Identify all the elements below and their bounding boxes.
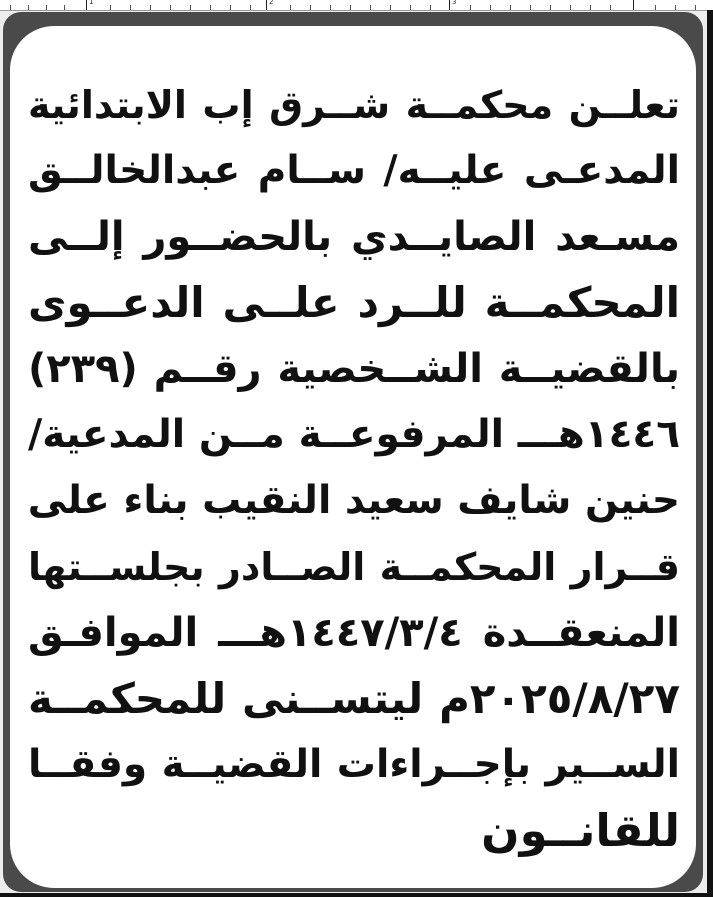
ruler-tick <box>350 5 351 10</box>
ruler-tick <box>370 5 371 10</box>
ruler-major-tick <box>633 0 634 10</box>
bottom-border <box>0 893 713 897</box>
ruler-tick <box>28 5 29 10</box>
ruler-tick <box>190 5 191 10</box>
ruler-major-tick <box>266 0 267 10</box>
ruler-tick <box>170 5 171 10</box>
ruler-tick <box>530 5 531 10</box>
ruler-tick <box>550 5 551 10</box>
ruler-tick <box>250 5 251 10</box>
ruler-mark-1: 1 <box>89 0 94 6</box>
ruler-mark-2: 2 <box>269 0 274 6</box>
announcement-line: للقانــون <box>481 804 680 857</box>
ruler-tick <box>230 5 231 10</box>
ruler-tick <box>430 5 431 10</box>
announcement-line: المحكمــة للــرد علــى الدعــوى <box>28 278 680 327</box>
ruler-tick <box>695 5 696 10</box>
ruler-tick <box>150 5 151 10</box>
ruler-mark-3: 3 <box>452 0 457 6</box>
announcement-line: ٢٠٢٥/٨/٢٧م ليتســنى للمحكمــة <box>28 674 680 723</box>
ruler-tick <box>310 5 311 10</box>
announcement-line: المدعـى عليــه/ ســام عبدالخالــق <box>28 148 680 193</box>
ruler-tick <box>46 5 47 10</box>
ruler-tick <box>410 5 411 10</box>
announcement-line: قــرار المحكمــة الصــادر بجلســتها <box>28 545 680 589</box>
ruler-tick <box>590 5 591 10</box>
ruler-tick <box>510 5 511 10</box>
ruler-tick <box>570 5 571 10</box>
announcement-text <box>28 72 680 864</box>
announcement-line: الســير بإجــراءات القضيــة وفقــا <box>28 742 680 787</box>
ruler-tick <box>10 5 11 10</box>
ruler-tick <box>470 5 471 10</box>
ruler-tick <box>390 5 391 10</box>
ruler-tick <box>675 5 676 10</box>
ruler-tick <box>490 5 491 10</box>
announcement-line: تعلــن محكمــة شــرق إب الابتدائية <box>28 83 680 127</box>
right-border <box>707 10 713 897</box>
ruler-tick <box>110 5 111 10</box>
announcement-line: مسـعد الصايــدي بالحضــور إلــى <box>28 214 680 260</box>
announcement-line: المنعقــدة ١٤٤٧/٣/٤هـــ الموافـق <box>28 610 680 656</box>
announcement-line: حنين شايف سعيد النقيب بناء على <box>28 478 680 523</box>
ruler-tick <box>210 5 211 10</box>
announcement-line: ١٤٤٦هـــ المرفوعــة مــن المدعية/ <box>28 412 680 457</box>
ruler-major-tick <box>86 0 87 10</box>
ruler-tick <box>330 5 331 10</box>
announcement-line: بالقضيــة الشــخصية رقــم (٢٣٩) <box>28 346 680 392</box>
ruler-tick <box>655 5 656 10</box>
ruler-major-tick <box>449 0 450 10</box>
top-ruler <box>0 0 713 11</box>
ruler-tick <box>130 5 131 10</box>
ruler-tick <box>64 5 65 10</box>
ruler-tick <box>290 5 291 10</box>
ruler-tick <box>610 5 611 10</box>
